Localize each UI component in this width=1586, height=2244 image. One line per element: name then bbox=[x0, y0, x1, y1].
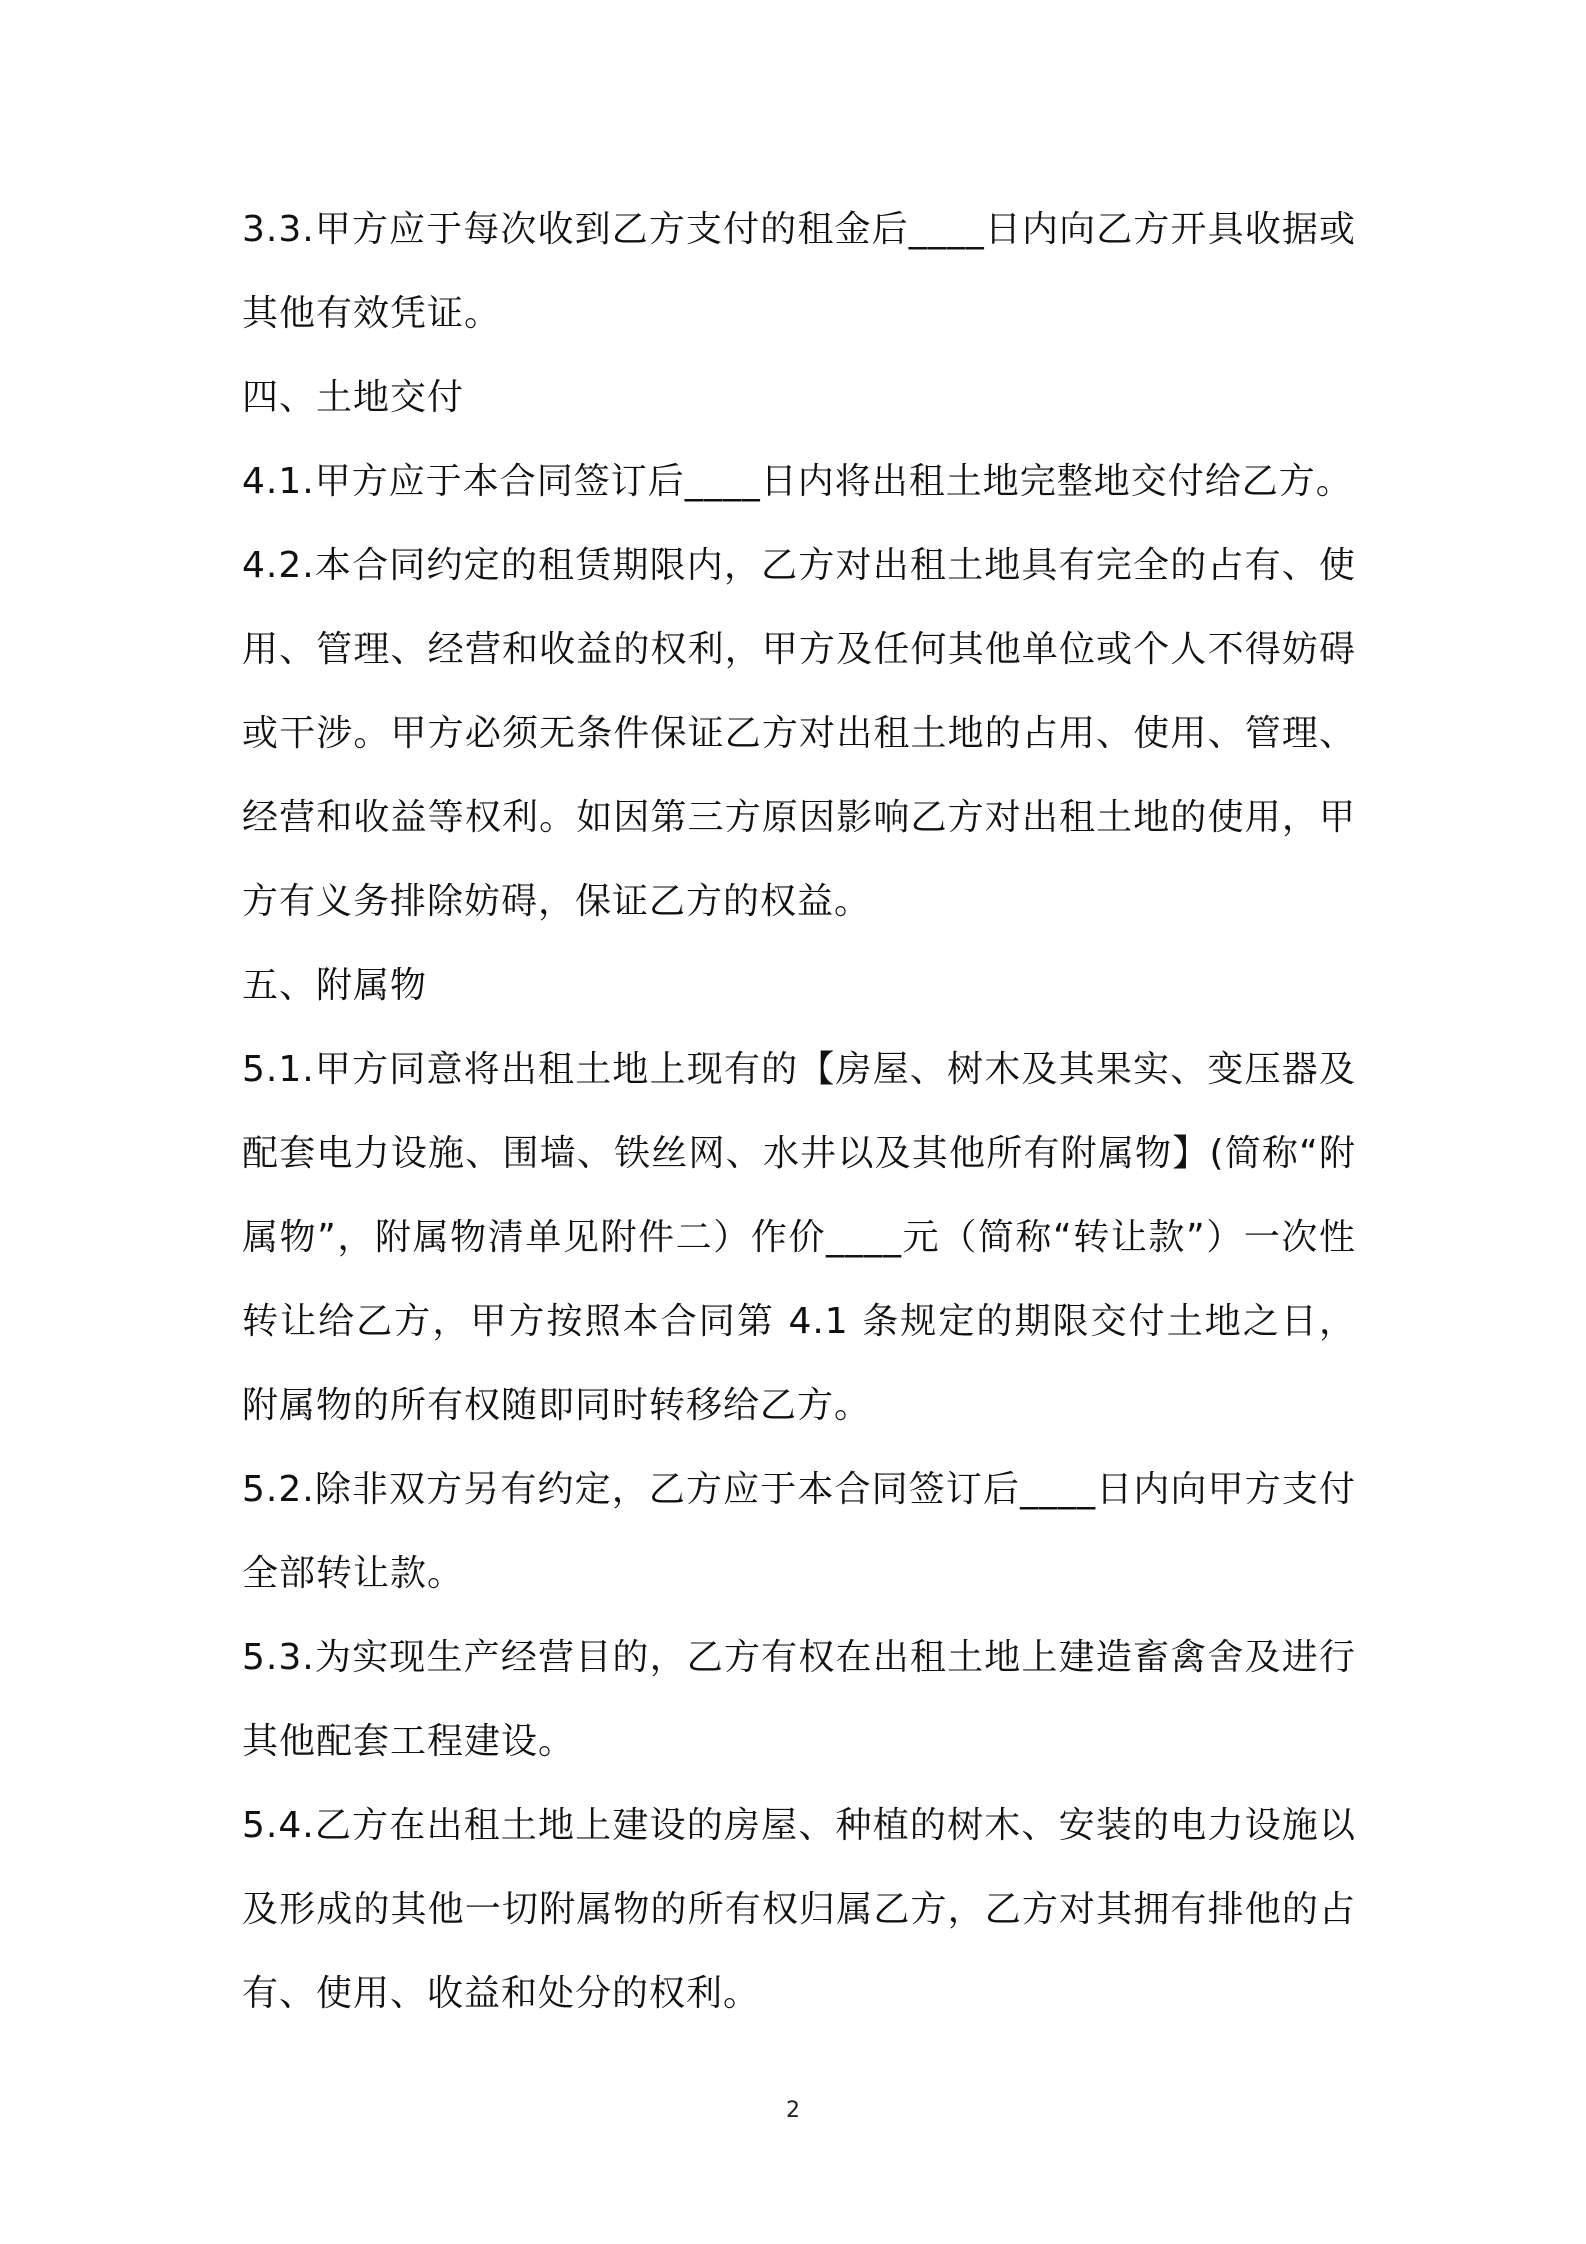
document-body bbox=[242, 188, 1356, 2036]
clause-5-3: 5.3.为实现生产经营目的，乙方有权在出租土地上建造畜禽舍及进行其他配套工程建设。 bbox=[242, 1637, 1356, 1762]
clause-5-4: 5.4.乙方在出租土地上建设的房屋、种植的树木、安装的电力设施以及形成的其他一切附属物的所有权归属乙方，乙方对其拥有排他的占有、使用、收益和处分的权利。 bbox=[242, 1805, 1356, 2014]
page-number: 2 bbox=[786, 2098, 800, 2123]
clause-5-2: 5.2.除非双方另有约定，乙方应于本合同签订后____日内向甲方支付全部转让款。 bbox=[242, 1469, 1356, 1594]
clause-3-3: 3.3.甲方应于每次收到乙方支付的租金后____日内向乙方开具收据或其他有效凭证。 bbox=[242, 209, 1356, 334]
section-5-heading: 五、附属物 bbox=[242, 965, 428, 1006]
section-4-heading: 四、土地交付 bbox=[242, 377, 465, 418]
clause-4-1: 4.1.甲方应于本合同签订后____日内将出租土地完整地交付给乙方。 bbox=[242, 461, 1353, 502]
clause-5-1: 5.1.甲方同意将出租土地上现有的【房屋、树木及其果实、变压器及配套电力设施、围墙、铁丝网、水井以及其他所有附属物】(简称“附属物”，附属物清单见附件二）作价____元（简称“转让款”）一次性转让给乙方，甲方按照本合同第 4.1 条规定的期限交付土地之日，附属物的所有权随即同时转移给乙方。 bbox=[242, 1049, 1356, 1426]
clause-4-2: 4.2.本合同约定的租赁期限内，乙方对出租土地具有完全的占有、使用、管理、经营和收益的权利，甲方及任何其他单位或个人不得妨碍或干涉。甲方必须无条件保证乙方对出租土地的占用、使用、管理、经营和收益等权利。如因第三方原因影响乙方对出租土地的使用，甲方有义务排除妨碍，保证乙方的权益。 bbox=[242, 545, 1356, 922]
